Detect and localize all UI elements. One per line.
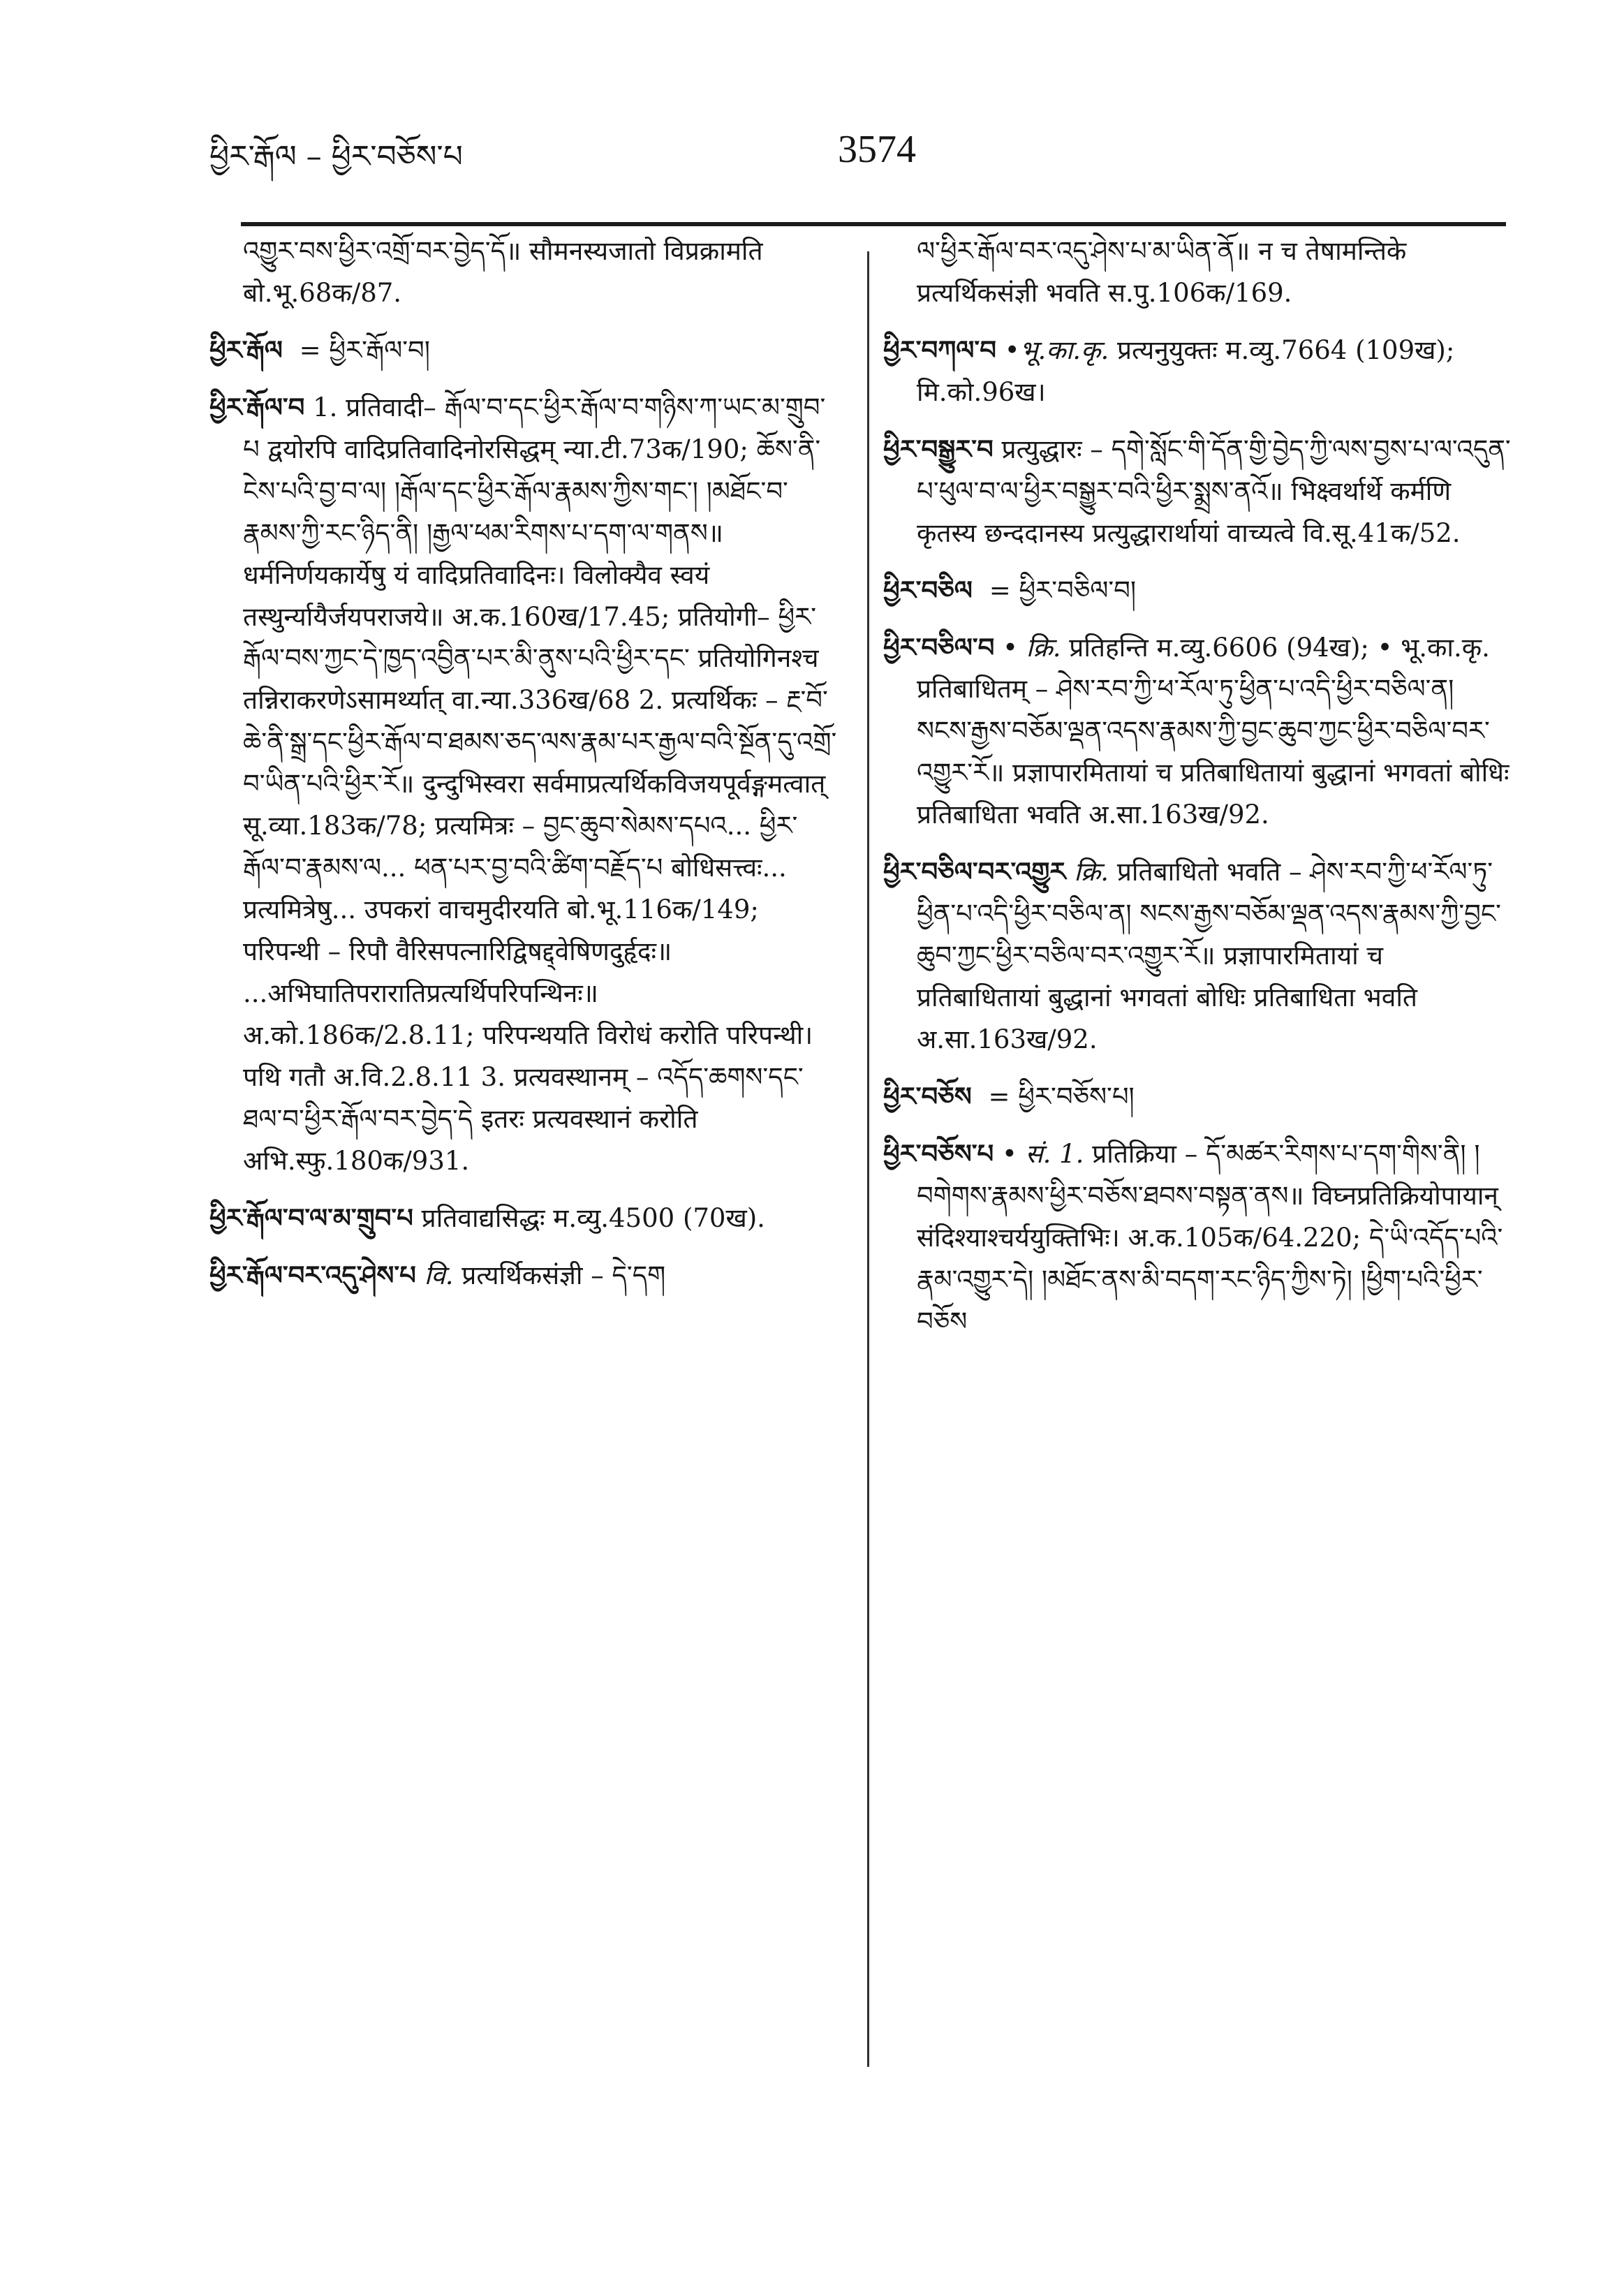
entry-body: प्रत्यर्थिकसंज्ञी – དེ་དག xyxy=(462,1260,666,1290)
entry-headword: ཕྱིར་རྒོལ་བ xyxy=(209,391,305,422)
entry-cross-reference: = ཕྱིར་རྒོལ་བ། xyxy=(299,334,430,365)
entry-body: प्रतिक्रिया – དོ་མཚར་རིགས་པ་དག་གིས་ནི། །བགེགས་རྣམས་ཕྱིར་བཅོས་ཐབས་བསྟན་ནས॥ विघ्नप्रतिक्रियोपायान् संदिश्याश्चर्ययुक्तिभिः। अ.क.105क/64.220; དེ་ཡི་འདོད་པའི་རྣམ་འགྱུར་དེ། །མཐོང་ནས་མི་བདག་རང་ཉིད་ཀྱིས་ཏེ། །ཕྱིག་པའི་ཕྱིར་བཅོས xyxy=(917,1138,1503,1336)
left-column xyxy=(209,230,838,2144)
entry-cross-reference: = ཕྱིར་བཅིལ་བ། xyxy=(989,575,1137,605)
column-divider xyxy=(867,251,869,2067)
dictionary-entry xyxy=(209,387,838,1182)
entry-headword: ཕྱིར་བཅོས་པ xyxy=(883,1137,994,1169)
entry-cross-reference: = ཕྱིར་བཅོས་པ། xyxy=(988,1081,1135,1112)
entry-body: 1. प्रतिवादी– རྒོལ་བ་དང་ཕྱིར་རྒོལ་བ་གཉིས་ཀ་ཡང་མ་གྲུབ་པ द्वयोरपि वादिप्रतिवादिनोरसिद्धम् न्या.टी.73क/190; ཆོས་ནི་ངེས་པའི་བྱ་བ་ལ། །རྒོལ་དང་ཕྱིར་རྒོལ་རྣམས་ཀྱིས་གང་། །མཐོང་བ་རྣམས་ཀྱི་རང་ཉིད་ནི། །རྒྱལ་ཕམ་རིགས་པ་དག་ལ་གནས॥ धर्मनिर्णयकार्येषु यं वादिप्रतिवादिनः। विलोक्यैव स्वयं तस्थुर्न्यायैर्जयपराजये॥ अ.क.160ख/17.45; प्रतियोगी– ཕྱིར་རྒོལ་བས་ཀྱང་དེ་ཁྱད་འབྱིན་པར་མི་ནུས་པའི་ཕྱིར་དང་ प्रतियोगिनश्च तन्निराकरणेऽसामर्थ्यात् वा.न्या.336ख/68 2. प्रत्यर्थिकः – རྔ་བོ་ཆེ་ནི་སྒྲ་དང་ཕྱིར་རྒོལ་བ་ཐམས་ཅད་ལས་རྣམ་པར་རྒྱལ་བའི་སྔོན་དུ་འགྲོ་བ་ཡིན་པའི་ཕྱིར་རོ॥ दुन्दुभिस्वरा सर्वमाप्रत्यर्थिकविजयपूर्वङ्गमत्वात् सू.व्या.183क/78; प्रत्यमित्रः – བྱང་ཆུབ་སེམས་དཔའ... ཕྱིར་རྒོལ་བ་རྣམས་ལ... ཕན་པར་བྱ་བའི་ཚིག་བརྗོད་པ बोधिसत्त्वः... प्रत्यमित्रेषु... उपकरां वाचमुदीरयति बो.भू.116क/149; परिपन्थी – रिपौ वैरिसपत्नारिद्विषद्द्वेषिणदुर्हृदः॥ ...अभिघातिपरारातिप्रत्यर्थिपरिपन्थिनः॥ अ.को.186क/2.8.11; परिपन्थयति विरोधं करोति परिपन्थी। पथि गतौ अ.वि.2.8.11 3. प्रत्यवस्थानम् – འདོད་ཆགས་དང་ཐལ་བ་ཕྱིར་རྒོལ་བར་བྱེད་དེ इतरः प्रत्यवस्थानं करोति अभि.स्फु.180क/931. xyxy=(243,392,837,1176)
header-rule xyxy=(241,222,1506,226)
dictionary-entry xyxy=(883,1133,1512,1343)
entry-headword: ཕྱིར་བཅིལ xyxy=(883,574,973,605)
entry-headword: ཕྱིར་རྒོལ xyxy=(209,334,283,365)
dictionary-entry xyxy=(883,1076,1512,1118)
grammar-label: • सं. 1. xyxy=(1002,1138,1084,1169)
grammar-label: वि. xyxy=(424,1260,454,1290)
entry-body: प्रतिवाद्यसिद्धः म.व्यु.4500 (70ख). xyxy=(421,1202,765,1233)
page-number: 3574 xyxy=(838,128,916,171)
grammar-label: • क्रि. xyxy=(1003,632,1061,663)
dictionary-entry xyxy=(883,851,1512,1061)
running-head: ཕྱིར་རྒོལ – ཕྱིར་བཅོས་པ xyxy=(209,139,463,175)
grammar-label: •भू.का.कृ. xyxy=(1004,334,1109,365)
dictionary-entry xyxy=(209,1198,838,1239)
entry-headword: ཕྱིར་བསྒྱུར་བ xyxy=(883,433,994,464)
entry-headword: ཕྱིར་བཅིལ་བར་འགྱུར xyxy=(883,856,1066,887)
entry-headword: ཕྱིར་བཅོས xyxy=(883,1080,972,1112)
dictionary-entry xyxy=(209,1255,838,1297)
dictionary-entry xyxy=(883,429,1512,554)
dictionary-entry xyxy=(883,570,1512,612)
dictionary-entry xyxy=(883,627,1512,837)
entry-body: प्रत्युद्धारः – དགེ་སློང་གི་དོན་གྱི་བྱེད་ཀྱི་ལས་བྱས་པ་ལ་འདུན་པ་ཕུལ་བ་ལ་ཕྱིར་བསྒྱུར་བའི་ཕྱིར་སྨྲས་ནའོ॥ भिक्ष्वर्थार्थे कर्मणि कृतस्य छन्ददानस्य प्रत्युद्धारार्थायां वाच्यत्वे वि.सू.41क/52. xyxy=(917,434,1511,548)
entry-headword: ཕྱིར་རྒོལ་བར་འདུ་ཤེས་པ xyxy=(209,1259,416,1290)
entry-body: प्रत्यनुयुक्तः म.व्यु.7664 (109ख); मि.को.96ख। xyxy=(917,334,1455,407)
entry-body: प्रतिबाधितो भवति – ཤེས་རབ་ཀྱི་ཕ་རོལ་ཏུ་ཕྱིན་པ་འདི་ཕྱིར་བཅིལ་ན། སངས་རྒྱས་བཅོམ་ལྡན་འདས་རྣམས་ཀྱི་བྱང་ཆུབ་ཀྱང་ཕྱིར་བཅིལ་བར་འགྱུར་རོ॥ प्रज्ञापारमितायां च प्रतिबाधितायां बुद्धानां भगवतां बोधिः प्रतिबाधिता भवति अ.सा.163ख/92. xyxy=(917,857,1501,1054)
entry-headword: ཕྱིར་རྒོལ་བ་ལ་མ་གྲུབ་པ xyxy=(209,1202,413,1233)
right-column xyxy=(883,230,1512,2144)
continuation-text: ལ་ཕྱིར་རྒོལ་བར་འདུ་ཤེས་པ་མ་ཡིན་ནོ॥ न च तेषामन्तिके प्रत्यर्थिकसंज्ञी भवति स.पु.106क/169. xyxy=(917,236,1407,308)
entry-headword: ཕྱིར་བཀལ་བ xyxy=(883,334,996,365)
dictionary-entry xyxy=(883,330,1512,413)
entry-headword: ཕྱིར་བཅིལ་བ xyxy=(883,631,995,663)
entry-body: प्रतिहन्ति म.व्यु.6606 (94ख); • भू.का.कृ. प्रतिबाधितम् – ཤེས་རབ་ཀྱི་ཕ་རོལ་ཏུ་ཕྱིན་པ་འདི་ཕྱིར་བཅིལ་ན། སངས་རྒྱས་བཅོམ་ལྡན་འདས་རྣམས་ཀྱི་བྱང་ཆུབ་ཀྱང་ཕྱིར་བཅིལ་བར་འགྱུར་རོ॥ प्रज्ञापारमितायां च प्रतिबाधितायां बुद्धानां भगवतां बोधिः प्रतिबाधिता भवति अ.सा.163ख/92. xyxy=(917,632,1509,830)
dictionary-entry xyxy=(209,330,838,371)
grammar-label: क्रि. xyxy=(1074,857,1109,887)
continuation-text: འགྱུར་བས་ཕྱིར་འགྲོ་བར་བྱེད་དོ॥ सौमनस्यजातो विप्रक्रामति बो.भू.68क/87. xyxy=(243,236,763,308)
